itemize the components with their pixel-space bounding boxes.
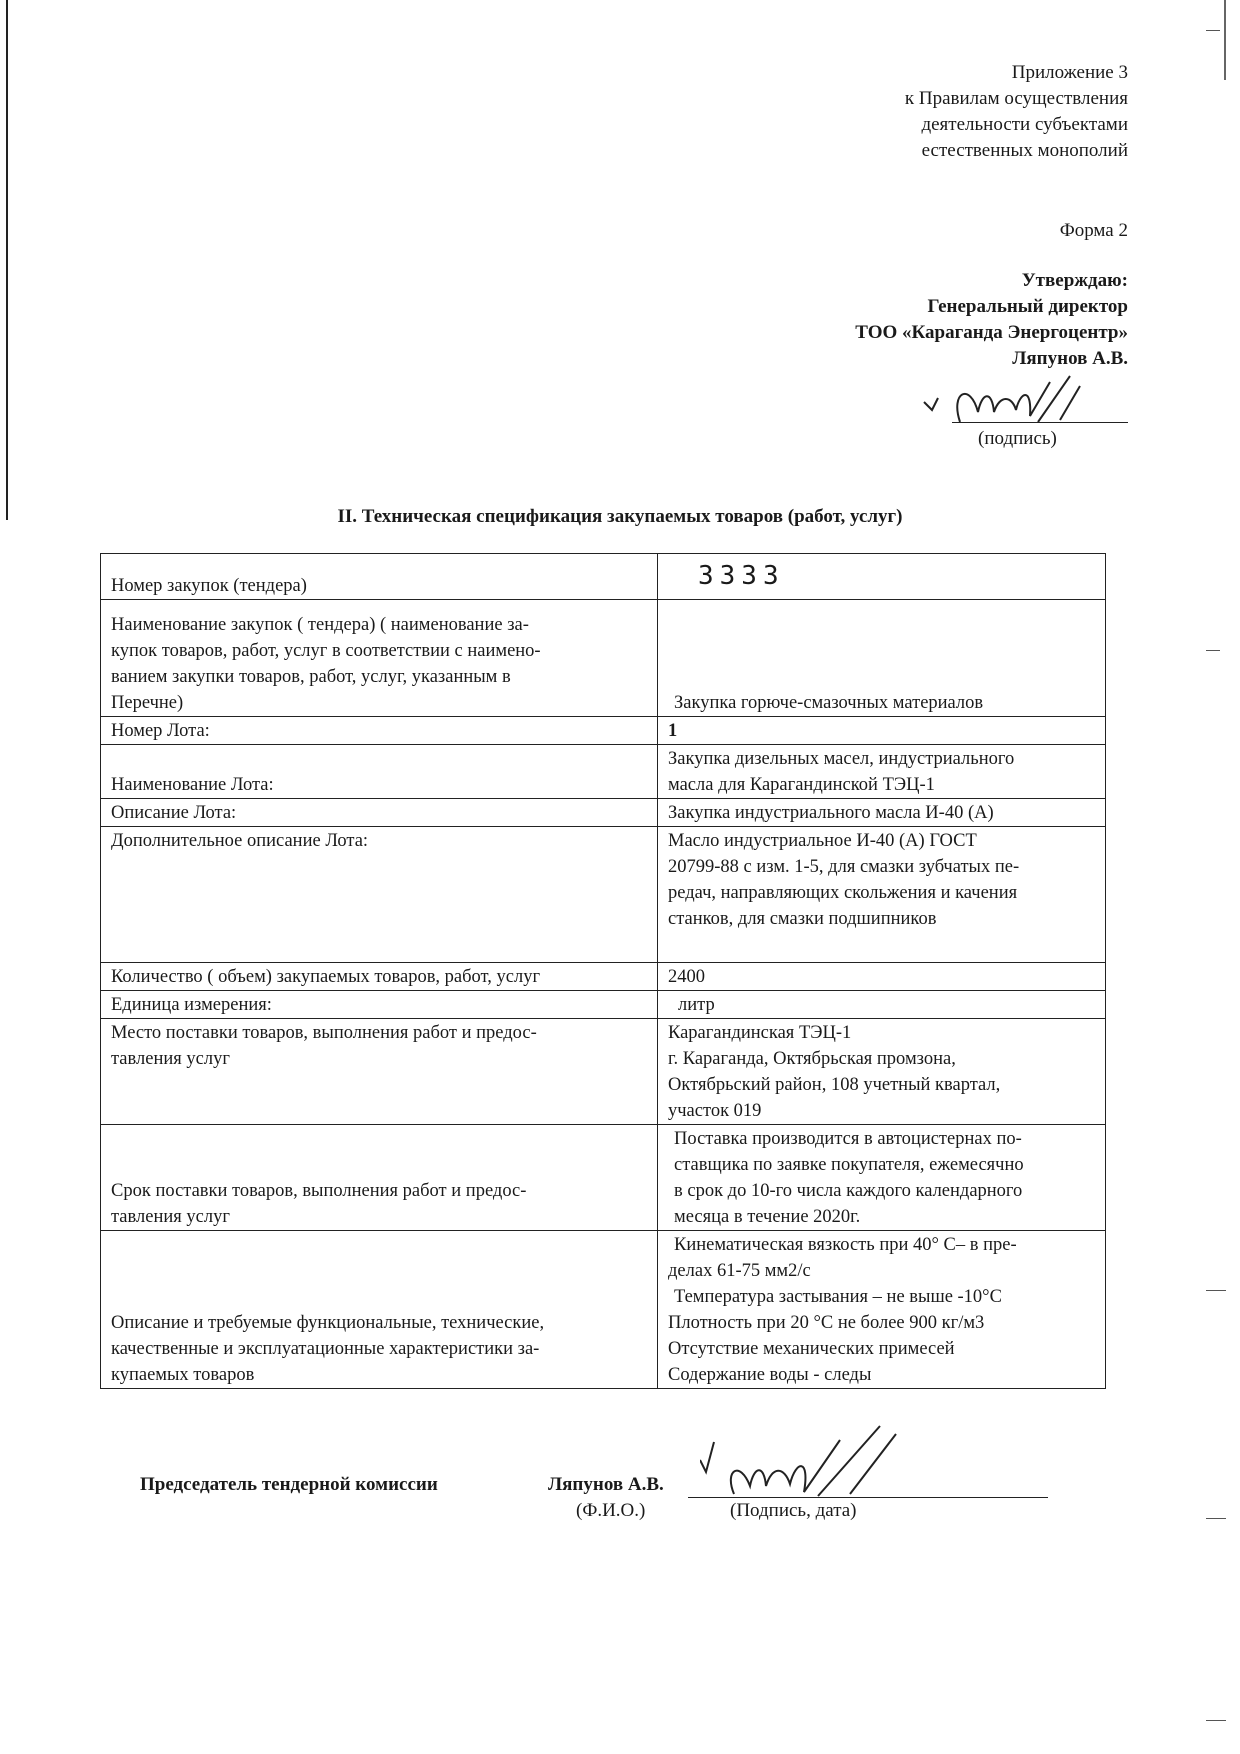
table-row — [101, 745, 1106, 799]
chair-name: Ляпунов А.В. — [548, 1474, 664, 1495]
table-row — [101, 1125, 1106, 1231]
row-label: Срок поставки товаров, выполнения работ и предос- тавления услуг — [101, 1125, 658, 1231]
chair-label: Председатель тендерной комиссии — [140, 1474, 438, 1495]
scan-mark — [1206, 650, 1220, 651]
row-label: Наименование Лота: — [101, 745, 658, 799]
row-value: Карагандинская ТЭЦ-1 г. Караганда, Октябрьская промзона, Октябрьский район, 108 учетный квартал, участок 019 — [658, 1019, 1106, 1125]
table-row — [101, 827, 1106, 963]
signature-caption: (подпись) — [978, 428, 1057, 449]
appendix-line: естественных монополий — [921, 140, 1128, 161]
row-label: Номер Лота: — [101, 717, 658, 745]
row-value: Закупка горюче-смазочных материалов — [658, 600, 1106, 717]
row-value: Поставка производится в автоцистернах по- ставщика по заявке покупателя, ежемесячно в срок до 10-го числа каждого календарного месяца в течение 2020г. — [658, 1125, 1106, 1231]
row-label: Единица измерения: — [101, 991, 658, 1019]
row-value: 2400 — [658, 963, 1106, 991]
scan-mark — [1206, 1290, 1226, 1291]
row-value: 1 — [658, 717, 1106, 745]
table-row — [101, 799, 1106, 827]
row-value: Закупка индустриального масла И-40 (А) — [658, 799, 1106, 827]
scan-edge-left — [6, 0, 8, 520]
table-row — [101, 991, 1106, 1019]
signature-date-caption: (Подпись, дата) — [730, 1500, 857, 1521]
row-label: Описание Лота: — [101, 799, 658, 827]
row-value: Кинематическая вязкость при 40° С– в пре- делах 61-75 мм2/с Температура застывания – не выше -10°С Плотность при 20 °С не более 900 кг/м3 Отсутствие механических примесей Содержание воды - следы — [658, 1231, 1106, 1389]
row-label: Количество ( объем) закупаемых товаров, работ, услуг — [101, 963, 658, 991]
row-label: Дополнительное описание Лота: — [101, 827, 658, 963]
approval-line: Генеральный директор — [927, 296, 1128, 317]
row-label: Номер закупок (тендера) — [101, 554, 658, 600]
approval-line: ТОО «Караганда Энергоцентр» — [855, 322, 1128, 343]
table-row — [101, 1019, 1106, 1125]
approval-line: Утверждаю: — [1021, 270, 1128, 291]
signature-line — [952, 422, 1128, 423]
appendix-line: деятельности субъектами — [921, 114, 1128, 135]
row-value: литр — [658, 991, 1106, 1019]
director-signature — [920, 372, 1090, 432]
approval-line: Ляпунов А.В. — [1012, 348, 1128, 369]
handwritten-number: 3333 — [698, 560, 785, 591]
form-label: Форма 2 — [1059, 220, 1128, 241]
table-row — [101, 1231, 1106, 1389]
approval-block — [855, 268, 1128, 372]
table-row — [101, 554, 1106, 600]
chair-signature — [700, 1420, 920, 1500]
scan-mark — [1206, 1518, 1226, 1519]
appendix-header — [905, 60, 1128, 164]
row-value: Масло индустриальное И-40 (А) ГОСТ 20799-88 с изм. 1-5, для смазки зубчатых пе- редач, направляющих скольжения и качения станков, для смазки подшипников — [658, 827, 1106, 963]
table-row — [101, 963, 1106, 991]
table-row — [101, 717, 1106, 745]
row-value — [658, 554, 1106, 600]
appendix-line: к Правилам осуществления — [904, 88, 1128, 109]
scan-mark — [1206, 1720, 1226, 1721]
row-label: Описание и требуемые функциональные, технические, качественные и эксплуатационные характеристики за- купаемых товаров — [101, 1231, 658, 1389]
row-value: Закупка дизельных масел, индустриального масла для Карагандинской ТЭЦ-1 — [658, 745, 1106, 799]
section-title: II. Техническая спецификация закупаемых товаров (работ, услуг) — [337, 506, 903, 527]
appendix-line: Приложение 3 — [1011, 62, 1128, 83]
scan-edge-right — [1224, 0, 1226, 80]
spec-table — [100, 553, 1106, 1389]
table-row — [101, 600, 1106, 717]
row-label: Наименование закупок ( тендера) ( наименование за- купок товаров, работ, услуг в соответствии с наимено- ванием закупки товаров, работ, услуг, указанным в Перечне) — [101, 600, 658, 717]
row-label: Место поставки товаров, выполнения работ и предос- тавления услуг — [101, 1019, 658, 1125]
signature-line — [688, 1497, 1048, 1498]
scan-mark — [1206, 30, 1220, 31]
fio-caption: (Ф.И.О.) — [576, 1500, 646, 1521]
